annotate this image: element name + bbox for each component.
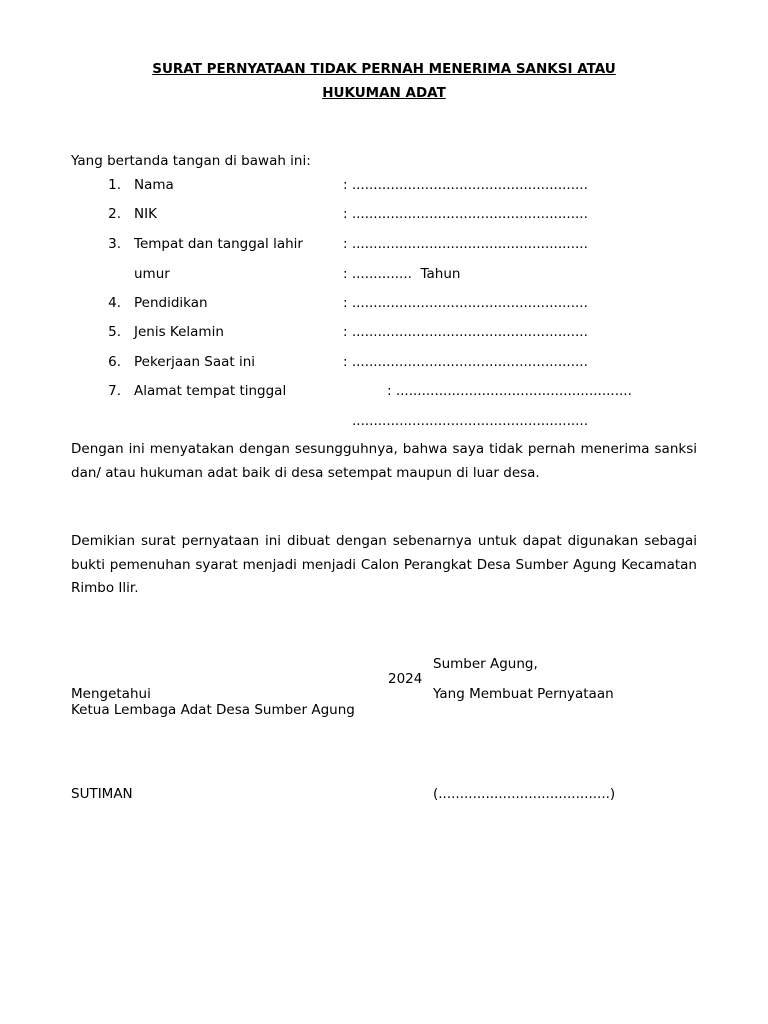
statement-paragraph: Dengan ini menyatakan dengan sesungguhnya, bahwa saya tidak pernah menerima sanksi dan/ atau hukuman adat baik di desa setempat maupun di luar desa. [71,441,697,481]
acknowledged-label: Mengetahui [71,686,151,702]
field-label-umur: umur [134,266,170,282]
field-label-jenis-kelamin: Jenis Kelamin [134,324,224,340]
chairman-title: Ketua Lembaga Adat Desa Sumber Agung [71,702,355,718]
intro-text: Yang bertanda tangan di bawah ini: [71,153,311,169]
field-label-alamat: Alamat tempat tinggal [134,383,287,399]
closing-paragraph: Demikian surat pernyataan ini dibuat dengan sebenarnya untuk dapat digunakan sebagai bukti pemenuhan syarat menjadi menjadi Calon Perangkat Desa Sumber Agung Kecamatan Rimbo Ilir. [71,533,697,596]
field-value-alamat: : ....................................................... [387,383,632,399]
field-value-ttl: : ....................................................... [343,236,588,252]
field-value-pendidikan: : ....................................................... [343,295,588,311]
field-number: 1. [108,177,121,193]
field-number: 2. [108,206,121,222]
signature-year: 2024 [388,671,423,687]
field-number: 5. [108,324,121,340]
field-value-pekerjaan: : ....................................................... [343,354,588,370]
document-title-line1: SURAT PERNYATAAN TIDAK PERNAH MENERIMA SANKSI ATAU [152,61,616,77]
field-value-jenis-kelamin: : ....................................................... [343,324,588,340]
declarant-label: Yang Membuat Pernyataan [433,686,614,702]
signature-place: Sumber Agung, [433,656,538,672]
document-title-line2: HUKUMAN ADAT [322,85,446,101]
declarant-name-placeholder: (........................................) [433,786,616,802]
field-number: 7. [108,383,121,399]
field-number: 6. [108,354,121,370]
field-label-pekerjaan: Pekerjaan Saat ini [134,354,256,370]
field-label-nik: NIK [134,206,157,222]
field-label-nama: Nama [134,177,174,193]
field-label-ttl: Tempat dan tanggal lahir [134,236,303,252]
field-label-pendidikan: Pendidikan [134,295,208,311]
field-value-nik: : ....................................................... [343,206,588,222]
field-number: 4. [108,295,121,311]
field-value-nama: : ....................................................... [343,177,588,193]
field-value-umur: : .............. Tahun [343,266,461,282]
field-number: 3. [108,236,121,252]
field-value-alamat-continuation: ....................................................... [352,413,589,429]
chairman-name: SUTIMAN [71,786,133,802]
